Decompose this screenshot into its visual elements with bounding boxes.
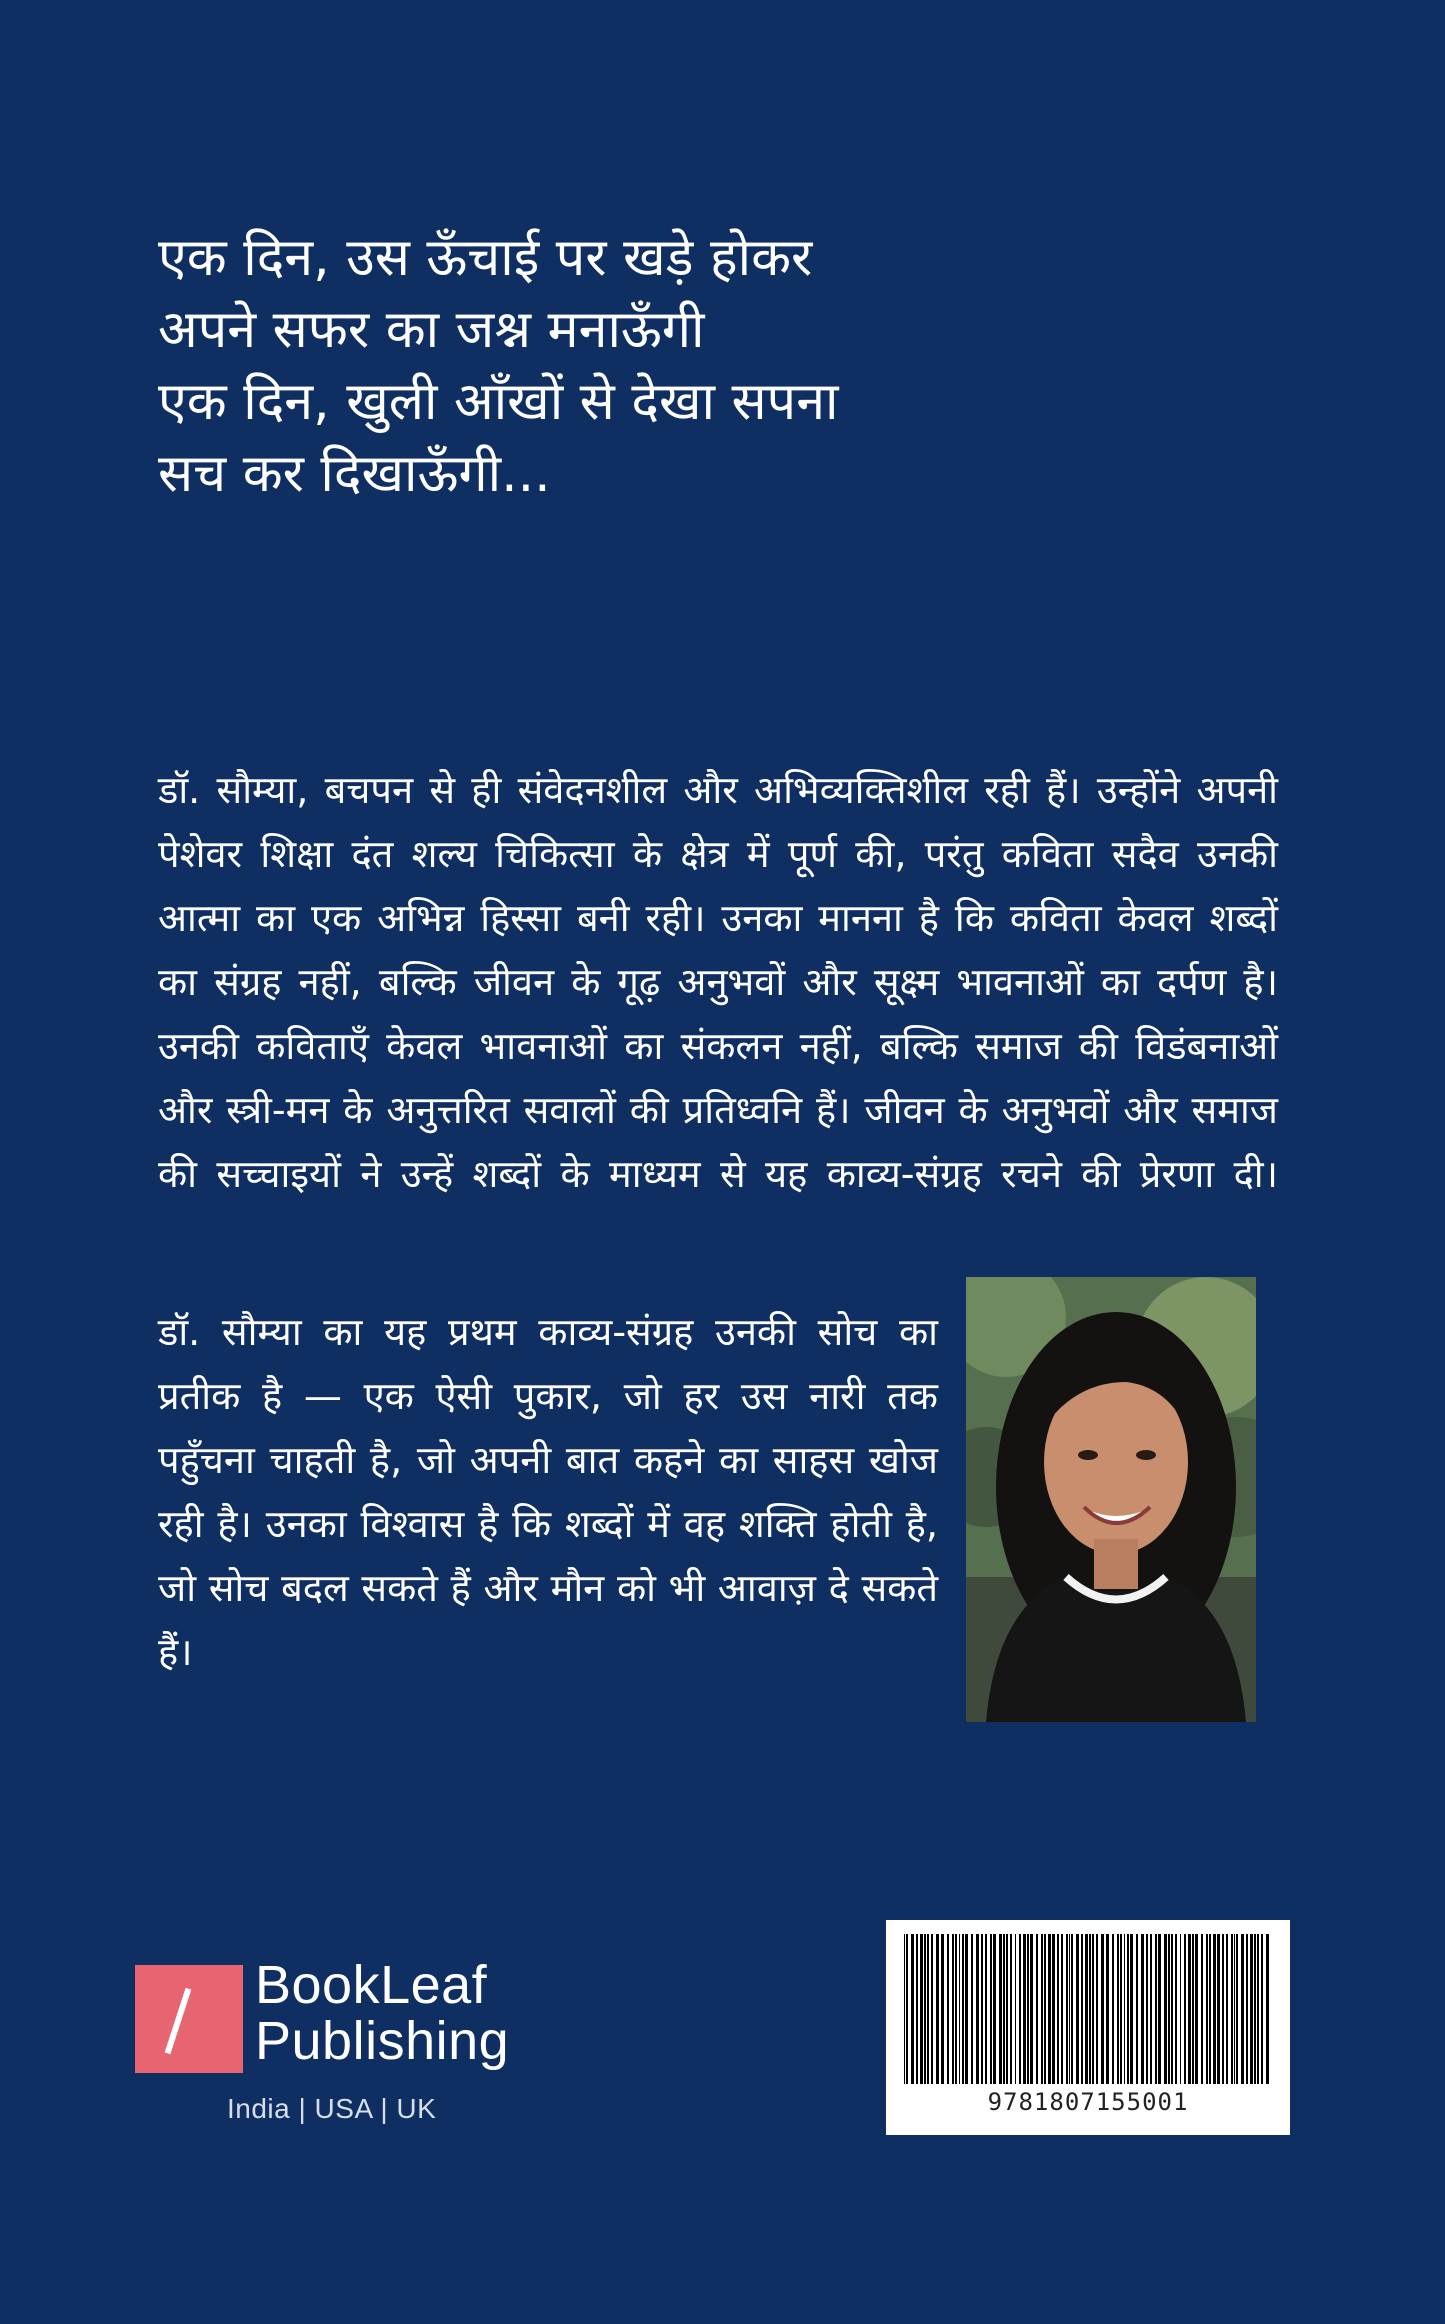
barcode-bar: [1141, 1934, 1144, 2084]
barcode-bar: [904, 1934, 905, 2084]
barcode-bar: [1089, 1934, 1091, 2084]
publisher-name-line-1: BookLeaf: [255, 1955, 488, 2015]
barcode-bar: [1226, 1934, 1228, 2084]
publisher-name: [255, 1957, 509, 2069]
barcode-bar: [1015, 1934, 1016, 2084]
barcode-bar: [1241, 1934, 1244, 2084]
publisher-name-line-2: Publishing: [255, 2011, 510, 2071]
barcode-bar: [1124, 1934, 1125, 2084]
poem-line: एक दिन, खुली आँखों से देखा सपना: [158, 372, 839, 432]
barcode-bar: [916, 1934, 918, 2084]
barcode-bar: [993, 1934, 996, 2084]
barcode-bar: [947, 1934, 949, 2084]
barcode-bar: [990, 1934, 992, 2084]
barcode-bar: [1019, 1934, 1021, 2084]
barcode-bar: [1246, 1934, 1248, 2084]
barcode-bar: [1201, 1934, 1203, 2084]
barcode-bar: [1006, 1934, 1008, 2084]
barcode-bar: [1195, 1934, 1198, 2084]
barcode-bar: [981, 1934, 983, 2084]
barcode-bar: [1155, 1934, 1157, 2084]
barcode-bar: [1222, 1934, 1224, 2084]
barcode-bar: [959, 1934, 960, 2084]
poem-excerpt: [158, 222, 1058, 510]
barcode-bar: [1081, 1934, 1083, 2084]
isbn-barcode: [886, 1920, 1290, 2135]
barcode-bar: [1231, 1934, 1233, 2084]
barcode-bar: [1076, 1934, 1079, 2084]
barcode-bar: [1120, 1934, 1122, 2084]
barcode-bar: [931, 1934, 933, 2084]
barcode-bar: [1057, 1934, 1059, 2084]
barcode-bar: [1092, 1934, 1094, 2084]
barcode-bar: [965, 1934, 968, 2084]
barcode-bar: [1180, 1934, 1181, 2084]
barcode-bar: [955, 1934, 957, 2084]
author-bio-paragraph-1: डॉ. सौम्या, बचपन से ही संवेदनशील और अभिव्यक्तिशील रही हैं। उन्होंने अपनी पेशेवर शिक्षा दंत शल्य चिकित्सा के क्षेत्र में पूर्ण की, परंतु कविता सदैव उनकी आत्मा का एक अभिन्न हिस्सा बनी रही। उनका मानना है कि कविता केवल शब्दों का संग्रह नहीं, बल्कि जीवन के गूढ़ अनुभवों और सूक्ष्म भावनाओं का दर्पण है। उनकी कविताएँ केवल भावनाओं का संकलन नहीं, बल्कि समाज की विडंबनाओं और स्त्री-मन के अनुत्तरित सवालों की प्रतिध्वनि हैं। जीवन के अनुभवों और समाज की सच्चाइयों ने उन्हें शब्दों के माध्यम से यह काव्य-संग्रह रचने की प्रेरणा दी।: [158, 768, 1278, 1196]
barcode-bar: [1209, 1934, 1211, 2084]
barcode-bar: [1041, 1934, 1043, 2084]
barcode-bar: [1112, 1934, 1114, 2084]
barcode-bar: [1101, 1934, 1104, 2084]
barcode-bar: [1192, 1934, 1194, 2084]
barcode-bar: [936, 1934, 939, 2084]
barcode-bar: [1257, 1934, 1259, 2084]
barcode-bar: [962, 1934, 964, 2084]
barcode-bar: [941, 1934, 944, 2084]
barcode-bar: [1213, 1934, 1216, 2084]
barcode-bar: [1052, 1934, 1055, 2084]
poem-line: एक दिन, उस ऊँचाई पर खड़े होकर: [158, 228, 813, 288]
barcode-bar: [911, 1934, 914, 2084]
barcode-bar: [1106, 1934, 1109, 2084]
author-bio-paragraph-2: डॉ. सौम्या का यह प्रथम काव्य-संग्रह उनकी सोच का प्रतीक है — एक ऐसी पुकार, जो हर उस नारी तक पहुँचना चाहती है, जो अपनी बात कहने का साहस खोज रही है। उनका विश्वास है कि शब्दों में वह शक्ति होती है, जो सोच बदल सकते हैं और मौन को भी आवाज़ दे सकते हैं।: [158, 1310, 938, 1674]
barcode-bar: [1071, 1934, 1073, 2084]
barcode-bar: [1023, 1934, 1026, 2084]
publisher-logo: [135, 1955, 555, 2133]
barcode-bar: [985, 1934, 987, 2084]
barcode-bar: [1130, 1934, 1133, 2084]
barcode-bar: [1217, 1934, 1220, 2084]
barcode-bar: [1171, 1934, 1173, 2084]
barcode-bar: [971, 1934, 973, 2084]
poem-line: सच कर दिखाऊँगी...: [158, 444, 551, 504]
barcode-bar: [1048, 1934, 1051, 2084]
barcode-bar: [1003, 1934, 1005, 2084]
barcode-bar: [1085, 1934, 1088, 2084]
barcode-bar: [952, 1934, 954, 2084]
poem-line: अपने सफर का जश्न मनाऊँगी: [158, 300, 705, 360]
barcode-bar: [1066, 1934, 1068, 2084]
barcode-bar: [1127, 1934, 1129, 2084]
barcode-bar: [1236, 1934, 1238, 2084]
barcode-bar: [1266, 1934, 1269, 2084]
barcode-bar: [976, 1934, 979, 2084]
barcode-bar: [1146, 1934, 1148, 2084]
barcode-bar: [1150, 1934, 1152, 2084]
barcode-bar: [1250, 1934, 1253, 2084]
barcode-bars: [900, 1934, 1276, 2084]
barcode-bar: [1117, 1934, 1119, 2084]
barcode-bar: [1044, 1934, 1046, 2084]
barcode-bar: [1261, 1934, 1263, 2084]
barcode-bar: [1254, 1934, 1256, 2084]
barcode-bar: [920, 1934, 923, 2084]
barcode-bar: [1206, 1934, 1208, 2084]
barcode-bar: [1061, 1934, 1063, 2084]
publisher-regions: India | USA | UK: [227, 2093, 437, 2124]
barcode-bar: [1158, 1934, 1161, 2084]
barcode-bar: [924, 1934, 926, 2084]
barcode-bar: [1164, 1934, 1167, 2084]
barcode-bar: [1188, 1934, 1191, 2084]
barcode-bar: [999, 1934, 1002, 2084]
bookleaf-logo-icon: [135, 1965, 243, 2073]
barcode-bar: [1168, 1934, 1170, 2084]
barcode-bar: [1036, 1934, 1038, 2084]
barcode-bar: [1136, 1934, 1138, 2084]
isbn-number: 9781807155001: [987, 2088, 1189, 2116]
barcode-bar: [1030, 1934, 1033, 2084]
barcode-bar: [1010, 1934, 1012, 2084]
barcode-bar: [1027, 1934, 1029, 2084]
barcode-bar: [1096, 1934, 1098, 2084]
barcode-bar: [1175, 1934, 1177, 2084]
barcode-bar: [1234, 1934, 1235, 2084]
barcode-bar: [1069, 1934, 1070, 2084]
barcode-bar: [1184, 1934, 1186, 2084]
barcode-bar: [927, 1934, 929, 2084]
author-photo: [966, 1277, 1256, 1722]
barcode-bar: [906, 1934, 908, 2084]
